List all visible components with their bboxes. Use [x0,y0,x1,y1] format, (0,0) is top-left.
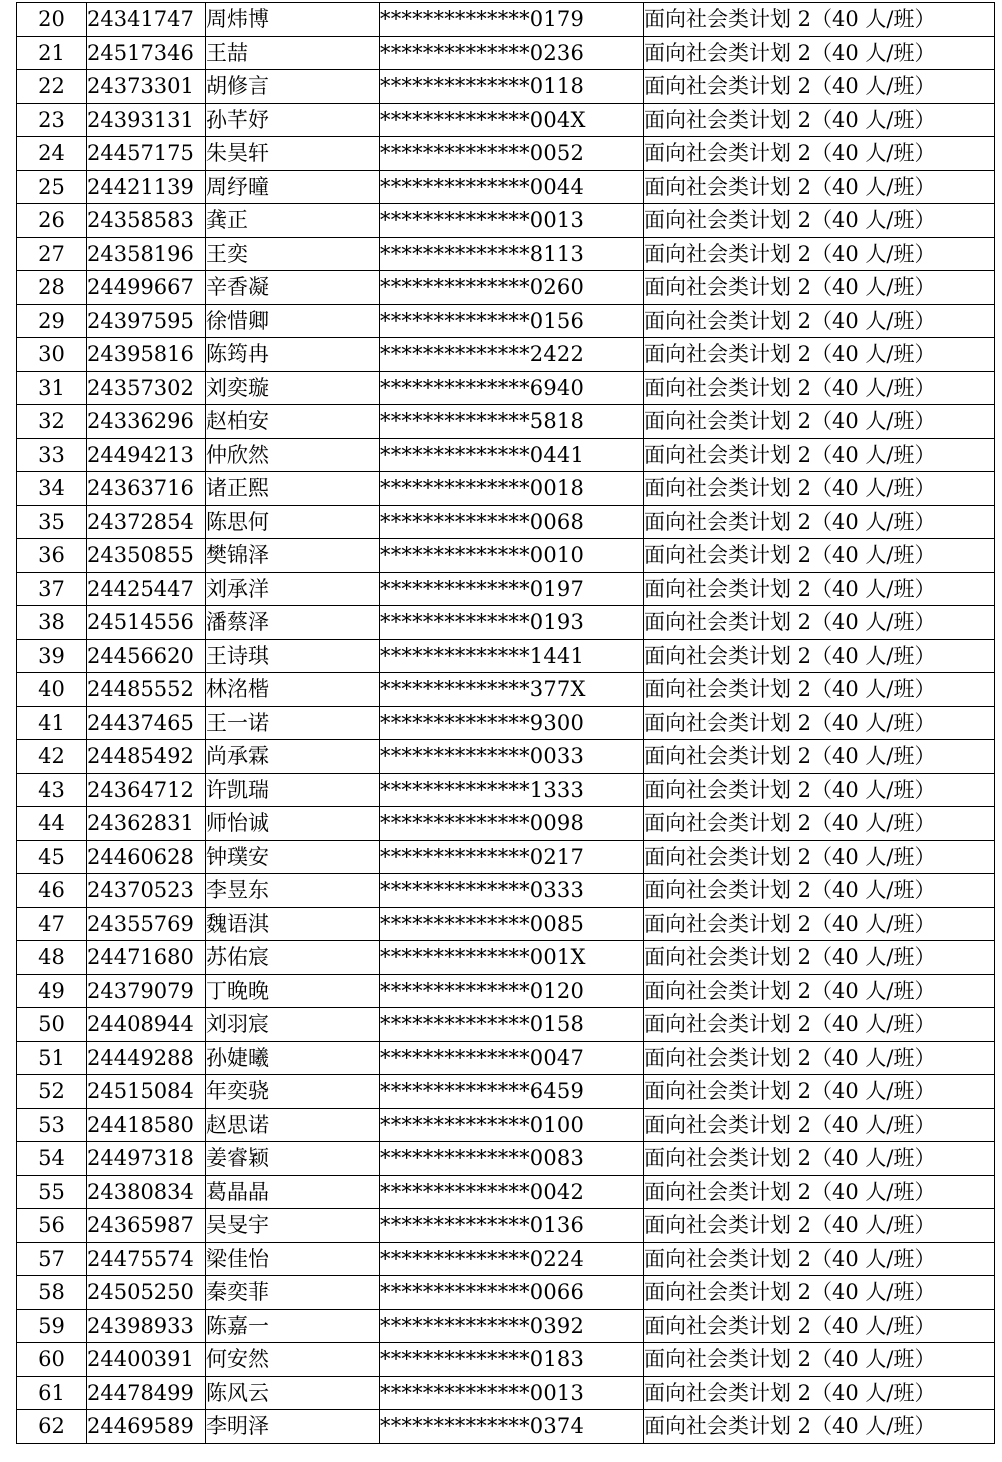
row-number: 52 [17,1075,87,1109]
masked-id-card: **************0013 [380,204,644,238]
class-plan: 面向社会类计划 2（40 人/班） [644,472,995,506]
student-name: 孙芊妤 [206,103,380,137]
class-plan: 面向社会类计划 2（40 人/班） [644,103,995,137]
row-number: 37 [17,572,87,606]
row-number: 55 [17,1175,87,1209]
student-id: 24372854 [87,505,206,539]
masked-id-card: **************0236 [380,36,644,70]
student-name: 孙婕曦 [206,1041,380,1075]
table-row [17,941,995,975]
student-id: 24350855 [87,539,206,573]
row-number: 54 [17,1142,87,1176]
masked-id-card: **************0068 [380,505,644,539]
student-id: 24358583 [87,204,206,238]
masked-id-card: **************0158 [380,1008,644,1042]
row-number: 60 [17,1343,87,1377]
student-id: 24497318 [87,1142,206,1176]
class-plan: 面向社会类计划 2（40 人/班） [644,572,995,606]
masked-id-card: **************0333 [380,874,644,908]
table-row [17,505,995,539]
student-name: 姜睿颖 [206,1142,380,1176]
row-number: 49 [17,974,87,1008]
student-id: 24380834 [87,1175,206,1209]
student-name: 王诗琪 [206,639,380,673]
student-id: 24421139 [87,170,206,204]
student-name: 王奕 [206,237,380,271]
masked-id-card: **************1333 [380,773,644,807]
student-name: 诸正熙 [206,472,380,506]
masked-id-card: **************001X [380,941,644,975]
row-number: 48 [17,941,87,975]
student-id: 24471680 [87,941,206,975]
student-name: 徐惜卿 [206,304,380,338]
class-plan: 面向社会类计划 2（40 人/班） [644,1108,995,1142]
masked-id-card: **************0224 [380,1242,644,1276]
row-number: 40 [17,673,87,707]
student-name: 年奕骁 [206,1075,380,1109]
table-row [17,103,995,137]
table-row [17,1142,995,1176]
table-row [17,304,995,338]
student-id: 24400391 [87,1343,206,1377]
table-row [17,204,995,238]
row-number: 44 [17,807,87,841]
masked-id-card: **************2422 [380,338,644,372]
table-row [17,874,995,908]
masked-id-card: **************0374 [380,1410,644,1444]
table-row [17,807,995,841]
masked-id-card: **************0085 [380,907,644,941]
student-id: 24379079 [87,974,206,1008]
class-plan: 面向社会类计划 2（40 人/班） [644,137,995,171]
row-number: 61 [17,1376,87,1410]
row-number: 47 [17,907,87,941]
roster-body [17,3,995,1444]
table-row [17,606,995,640]
masked-id-card: **************0156 [380,304,644,338]
table-row [17,271,995,305]
class-plan: 面向社会类计划 2（40 人/班） [644,1276,995,1310]
row-number: 53 [17,1108,87,1142]
class-plan: 面向社会类计划 2（40 人/班） [644,237,995,271]
student-id: 24469589 [87,1410,206,1444]
row-number: 50 [17,1008,87,1042]
student-id: 24364712 [87,773,206,807]
class-plan: 面向社会类计划 2（40 人/班） [644,1410,995,1444]
masked-id-card: **************0183 [380,1343,644,1377]
student-name: 许凯瑞 [206,773,380,807]
row-number: 25 [17,170,87,204]
student-id: 24397595 [87,304,206,338]
table-row [17,840,995,874]
row-number: 26 [17,204,87,238]
class-plan: 面向社会类计划 2（40 人/班） [644,1075,995,1109]
student-name: 李昱东 [206,874,380,908]
student-name: 仲欣然 [206,438,380,472]
masked-id-card: **************0441 [380,438,644,472]
table-row [17,237,995,271]
table-row [17,338,995,372]
student-name: 陈风云 [206,1376,380,1410]
row-number: 38 [17,606,87,640]
table-row [17,1108,995,1142]
student-name: 龚正 [206,204,380,238]
table-row [17,1276,995,1310]
student-id: 24408944 [87,1008,206,1042]
student-name: 何安然 [206,1343,380,1377]
table-row [17,438,995,472]
masked-id-card: **************6940 [380,371,644,405]
masked-id-card: **************0042 [380,1175,644,1209]
class-plan: 面向社会类计划 2（40 人/班） [644,907,995,941]
table-row [17,472,995,506]
student-id: 24460628 [87,840,206,874]
student-name: 胡修言 [206,70,380,104]
row-number: 43 [17,773,87,807]
row-number: 42 [17,740,87,774]
student-name: 周炜博 [206,3,380,37]
class-plan: 面向社会类计划 2（40 人/班） [644,539,995,573]
row-number: 32 [17,405,87,439]
student-id: 24457175 [87,137,206,171]
class-plan: 面向社会类计划 2（40 人/班） [644,70,995,104]
student-id: 24365987 [87,1209,206,1243]
student-name: 梁佳怡 [206,1242,380,1276]
table-row [17,572,995,606]
table-row [17,36,995,70]
student-name: 陈筠冉 [206,338,380,372]
student-name: 尚承霖 [206,740,380,774]
masked-id-card: **************0193 [380,606,644,640]
table-row [17,70,995,104]
student-name: 辛香凝 [206,271,380,305]
class-plan: 面向社会类计划 2（40 人/班） [644,740,995,774]
class-plan: 面向社会类计划 2（40 人/班） [644,405,995,439]
masked-id-card: **************0197 [380,572,644,606]
student-id: 24437465 [87,706,206,740]
class-plan: 面向社会类计划 2（40 人/班） [644,606,995,640]
row-number: 24 [17,137,87,171]
student-name: 丁晚晚 [206,974,380,1008]
class-plan: 面向社会类计划 2（40 人/班） [644,371,995,405]
table-row [17,3,995,37]
masked-id-card: **************6459 [380,1075,644,1109]
student-name: 潘蔡泽 [206,606,380,640]
class-plan: 面向社会类计划 2（40 人/班） [644,204,995,238]
masked-id-card: **************0120 [380,974,644,1008]
student-name: 刘承洋 [206,572,380,606]
student-id: 24485492 [87,740,206,774]
row-number: 33 [17,438,87,472]
masked-id-card: **************0083 [380,1142,644,1176]
class-plan: 面向社会类计划 2（40 人/班） [644,170,995,204]
class-plan: 面向社会类计划 2（40 人/班） [644,874,995,908]
row-number: 21 [17,36,87,70]
table-row [17,1075,995,1109]
student-id: 24485552 [87,673,206,707]
class-plan: 面向社会类计划 2（40 人/班） [644,941,995,975]
student-id: 24362831 [87,807,206,841]
table-row [17,1041,995,1075]
masked-id-card: **************0066 [380,1276,644,1310]
class-plan: 面向社会类计划 2（40 人/班） [644,1209,995,1243]
table-row [17,1209,995,1243]
row-number: 56 [17,1209,87,1243]
table-row [17,1242,995,1276]
student-id: 24398933 [87,1309,206,1343]
table-row [17,773,995,807]
class-plan: 面向社会类计划 2（40 人/班） [644,438,995,472]
table-row [17,170,995,204]
masked-id-card: **************0260 [380,271,644,305]
class-plan: 面向社会类计划 2（40 人/班） [644,807,995,841]
student-name: 苏佑宸 [206,941,380,975]
row-number: 27 [17,237,87,271]
class-plan: 面向社会类计划 2（40 人/班） [644,706,995,740]
table-row [17,706,995,740]
table-row [17,1008,995,1042]
student-id: 24517346 [87,36,206,70]
masked-id-card: **************004X [380,103,644,137]
student-id: 24418580 [87,1108,206,1142]
row-number: 51 [17,1041,87,1075]
class-plan: 面向社会类计划 2（40 人/班） [644,1242,995,1276]
student-name: 秦奕菲 [206,1276,380,1310]
class-plan: 面向社会类计划 2（40 人/班） [644,840,995,874]
row-number: 22 [17,70,87,104]
student-id: 24373301 [87,70,206,104]
masked-id-card: **************377X [380,673,644,707]
masked-id-card: **************0052 [380,137,644,171]
masked-id-card: **************0044 [380,170,644,204]
student-id: 24370523 [87,874,206,908]
masked-id-card: **************0217 [380,840,644,874]
row-number: 46 [17,874,87,908]
class-plan: 面向社会类计划 2（40 人/班） [644,3,995,37]
table-row [17,405,995,439]
student-name: 李明泽 [206,1410,380,1444]
student-name: 魏语淇 [206,907,380,941]
table-row [17,1175,995,1209]
class-plan: 面向社会类计划 2（40 人/班） [644,974,995,1008]
row-number: 36 [17,539,87,573]
student-id: 24363716 [87,472,206,506]
masked-id-card: **************0033 [380,740,644,774]
class-plan: 面向社会类计划 2（40 人/班） [644,1175,995,1209]
class-plan: 面向社会类计划 2（40 人/班） [644,673,995,707]
student-name: 王一诺 [206,706,380,740]
table-row [17,539,995,573]
student-roster-table [16,2,995,1444]
table-row [17,1309,995,1343]
row-number: 28 [17,271,87,305]
table-row [17,974,995,1008]
masked-id-card: **************0118 [380,70,644,104]
class-plan: 面向社会类计划 2（40 人/班） [644,1309,995,1343]
student-id: 24425447 [87,572,206,606]
row-number: 45 [17,840,87,874]
student-id: 24514556 [87,606,206,640]
student-name: 陈思何 [206,505,380,539]
masked-id-card: **************0392 [380,1309,644,1343]
table-row [17,673,995,707]
row-number: 30 [17,338,87,372]
class-plan: 面向社会类计划 2（40 人/班） [644,505,995,539]
student-id: 24449288 [87,1041,206,1075]
student-name: 钟璞安 [206,840,380,874]
student-name: 师怡诚 [206,807,380,841]
row-number: 62 [17,1410,87,1444]
student-id: 24505250 [87,1276,206,1310]
class-plan: 面向社会类计划 2（40 人/班） [644,271,995,305]
student-id: 24515084 [87,1075,206,1109]
row-number: 39 [17,639,87,673]
student-id: 24456620 [87,639,206,673]
masked-id-card: **************0013 [380,1376,644,1410]
row-number: 29 [17,304,87,338]
student-name: 王喆 [206,36,380,70]
class-plan: 面向社会类计划 2（40 人/班） [644,1008,995,1042]
class-plan: 面向社会类计划 2（40 人/班） [644,1041,995,1075]
masked-id-card: **************1441 [380,639,644,673]
table-row [17,740,995,774]
student-name: 樊锦泽 [206,539,380,573]
student-id: 24478499 [87,1376,206,1410]
class-plan: 面向社会类计划 2（40 人/班） [644,1343,995,1377]
student-name: 刘奕璇 [206,371,380,405]
masked-id-card: **************0136 [380,1209,644,1243]
table-row [17,137,995,171]
row-number: 58 [17,1276,87,1310]
student-id: 24336296 [87,405,206,439]
student-id: 24494213 [87,438,206,472]
student-id: 24475574 [87,1242,206,1276]
student-name: 朱昊轩 [206,137,380,171]
table-row [17,639,995,673]
row-number: 59 [17,1309,87,1343]
student-name: 刘羽宸 [206,1008,380,1042]
student-name: 周纾曈 [206,170,380,204]
masked-id-card: **************5818 [380,405,644,439]
class-plan: 面向社会类计划 2（40 人/班） [644,36,995,70]
student-id: 24393131 [87,103,206,137]
row-number: 34 [17,472,87,506]
row-number: 20 [17,3,87,37]
row-number: 23 [17,103,87,137]
masked-id-card: **************0018 [380,472,644,506]
student-name: 赵思诺 [206,1108,380,1142]
student-name: 葛晶晶 [206,1175,380,1209]
row-number: 57 [17,1242,87,1276]
row-number: 35 [17,505,87,539]
masked-id-card: **************0100 [380,1108,644,1142]
class-plan: 面向社会类计划 2（40 人/班） [644,304,995,338]
student-name: 陈嘉一 [206,1309,380,1343]
table-row [17,1410,995,1444]
table-row [17,1343,995,1377]
student-id: 24355769 [87,907,206,941]
student-id: 24357302 [87,371,206,405]
table-row [17,907,995,941]
masked-id-card: **************0098 [380,807,644,841]
row-number: 31 [17,371,87,405]
student-name: 吴旻宇 [206,1209,380,1243]
class-plan: 面向社会类计划 2（40 人/班） [644,338,995,372]
masked-id-card: **************0010 [380,539,644,573]
class-plan: 面向社会类计划 2（40 人/班） [644,773,995,807]
masked-id-card: **************9300 [380,706,644,740]
class-plan: 面向社会类计划 2（40 人/班） [644,1376,995,1410]
masked-id-card: **************0047 [380,1041,644,1075]
table-row [17,371,995,405]
masked-id-card: **************8113 [380,237,644,271]
class-plan: 面向社会类计划 2（40 人/班） [644,1142,995,1176]
class-plan: 面向社会类计划 2（40 人/班） [644,639,995,673]
student-id: 24499667 [87,271,206,305]
student-id: 24395816 [87,338,206,372]
student-name: 林洺楷 [206,673,380,707]
masked-id-card: **************0179 [380,3,644,37]
student-id: 24358196 [87,237,206,271]
table-row [17,1376,995,1410]
row-number: 41 [17,706,87,740]
student-name: 赵柏安 [206,405,380,439]
student-id: 24341747 [87,3,206,37]
